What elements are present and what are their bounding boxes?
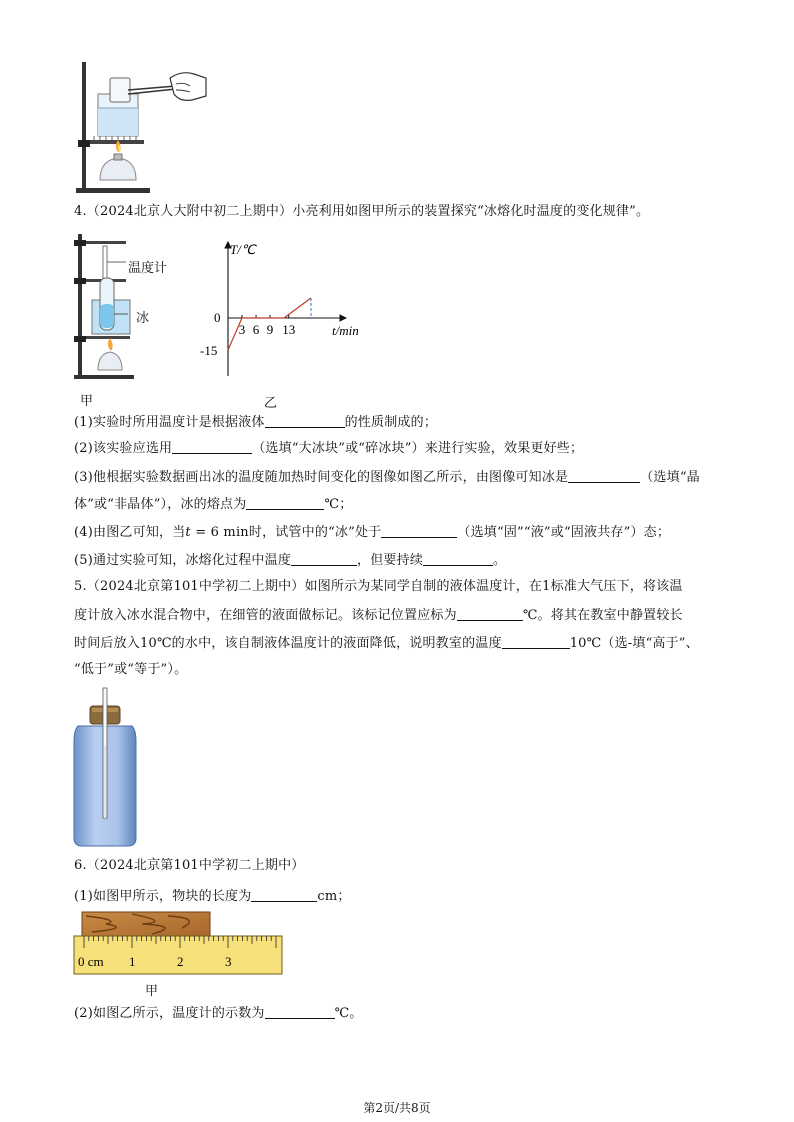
ice-melting-apparatus-figure xyxy=(70,232,190,382)
q4-s2-text-a: (2)该实验应选用 xyxy=(74,441,173,456)
q5-line2 xyxy=(74,607,683,624)
ruler-label: 2 xyxy=(177,954,184,969)
thermometer-label: 温度计 xyxy=(128,261,168,276)
q5-line4: “低于”或“等于”）。 xyxy=(74,662,188,677)
q4-s3-line2 xyxy=(74,496,352,513)
x-tick-label: 3 xyxy=(238,322,246,337)
q6-s1-text-a: (1)如图甲所示，物块的长度为 xyxy=(74,889,252,904)
x-tick-label: 13 xyxy=(282,322,296,337)
ruler-with-block-figure xyxy=(72,910,286,976)
ruler-label: 0 cm xyxy=(78,954,104,969)
page-footer: 第2页/共8页 xyxy=(363,1101,431,1115)
q4-intro: 4.（2024北京人大附中初二上期中）小亮利用如图甲所示的装置探究“冰熔化时温度的变化规律”。 xyxy=(74,204,650,219)
temperature-time-graph xyxy=(196,236,376,386)
ruler-label: 3 xyxy=(225,954,232,969)
q5-text-b: ℃。将其在教室中静置较长 xyxy=(522,608,683,623)
q5-line3 xyxy=(74,635,699,652)
answer-blank[interactable] xyxy=(502,635,570,649)
answer-blank[interactable] xyxy=(251,888,317,902)
q4-s3-text-a: (3)他根据实验数据画出冰的温度随加热时间变化的图像如图乙所示，由图像可知冰是 xyxy=(74,470,569,485)
answer-blank[interactable] xyxy=(246,496,324,510)
q4-s5-text-a: (5)通过实验可知，冰熔化过程中温度 xyxy=(74,553,292,568)
answer-blank[interactable] xyxy=(265,1005,335,1019)
answer-blank[interactable] xyxy=(265,414,345,428)
q5-line1: 5.（2024北京第101中学初二上期中）如图所示为某同学自制的液体温度计，在1标准大气压下，将该温 xyxy=(74,579,683,594)
answer-blank[interactable] xyxy=(291,552,357,566)
x-axis-label: t/min xyxy=(332,323,359,338)
answer-blank[interactable] xyxy=(172,440,252,454)
q4-s5-text-c: 。 xyxy=(493,553,507,568)
time-variable: t xyxy=(185,525,191,540)
q4-s1-text-a: (1)实验时所用温度计是根据液体 xyxy=(74,415,265,430)
q6-intro: 6.（2024北京第101中学初二上期中） xyxy=(74,858,305,873)
answer-blank[interactable] xyxy=(423,552,493,566)
q4-s3-line1 xyxy=(74,469,700,486)
q4-s4-text-c: （选填“固”“液”或“固液共存”）态； xyxy=(457,525,671,540)
heating-apparatus-figure xyxy=(70,60,210,194)
answer-blank[interactable] xyxy=(457,607,523,621)
q4-s1-text-b: 的性质制成的； xyxy=(344,415,438,430)
q4-s5-text-b: ，但要持续 xyxy=(357,553,424,568)
q6-s1 xyxy=(74,888,351,905)
liquid-segment xyxy=(284,298,311,318)
q4-s4-text-b: = 6 min时，试管中的“冰”处于 xyxy=(190,525,382,540)
q5-text-c: 时间后放入10℃的水中，该自制液体温度计的液面降低，说明教室的温度 xyxy=(74,636,502,651)
q4-s3-text-d: ℃； xyxy=(324,497,353,512)
x-tick-label: 6 xyxy=(252,322,260,337)
q5-text-d: 10℃（选-填“高于”、 xyxy=(569,636,699,651)
ice-label: 冰 xyxy=(136,311,150,326)
homemade-thermometer-bottle xyxy=(70,686,140,848)
origin-label: 0 xyxy=(214,310,221,325)
q4-s3-text-b: （选填“晶 xyxy=(640,470,700,485)
x-tick-label: 9 xyxy=(266,322,274,337)
q6-s2 xyxy=(74,1005,363,1022)
ruler-figure-jia-label: 甲 xyxy=(145,984,159,999)
figure-jia-label: 甲 xyxy=(80,394,94,409)
q4-s4-text-a: (4)由图乙可知，当 xyxy=(74,525,186,540)
q6-s1-text-b: cm； xyxy=(317,889,351,904)
q4-s2 xyxy=(74,440,583,457)
neg-temp-label: -15 xyxy=(200,343,218,358)
q4-s3-text-c: 体”或“非晶体”），冰的熔点为 xyxy=(74,497,247,512)
q4-s4 xyxy=(74,524,670,541)
q6-s2-text-b: ℃。 xyxy=(334,1006,363,1021)
answer-blank[interactable] xyxy=(381,524,457,538)
q5-text-a: 度计放入冰水混合物中，在细管的液面做标记。该标记位置应标为 xyxy=(74,608,457,623)
q4-s2-text-b: （选填“大冰块”或“碎冰块”）来进行实验，效果更好些； xyxy=(252,441,584,456)
y-axis-label: T/℃ xyxy=(230,242,256,257)
q4-s1 xyxy=(74,414,437,431)
q4-s5 xyxy=(74,552,506,569)
figure-yi-label: 乙 xyxy=(264,396,278,411)
ruler-label: 1 xyxy=(129,954,136,969)
q6-s2-text-a: (2)如图乙所示，温度计的示数为 xyxy=(74,1006,265,1021)
answer-blank[interactable] xyxy=(568,469,640,483)
